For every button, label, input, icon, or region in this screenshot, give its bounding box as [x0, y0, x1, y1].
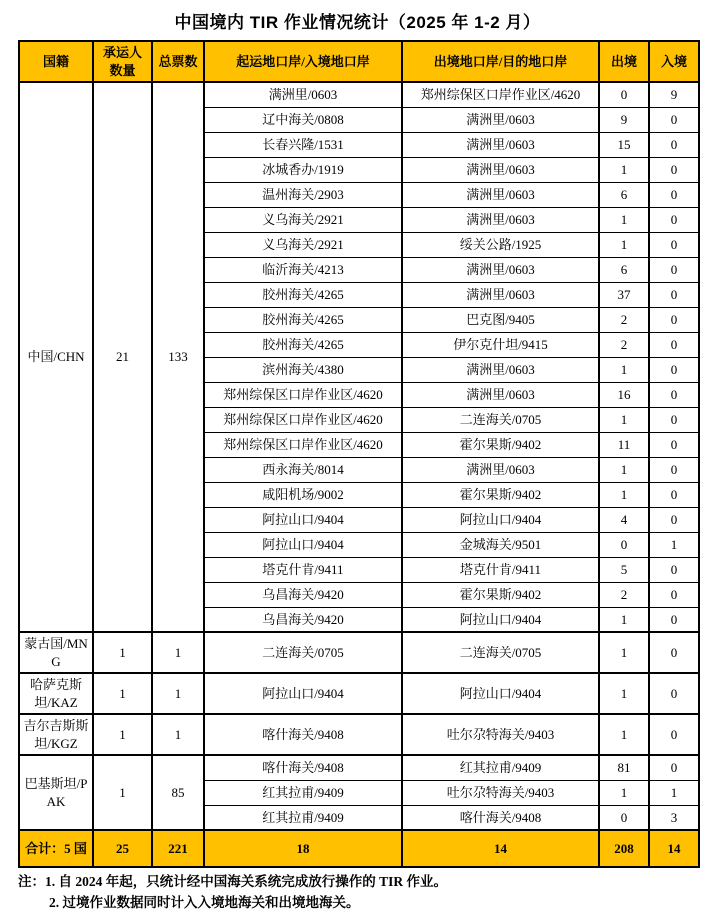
- dest-port-cell: 满洲里/0603: [402, 157, 599, 182]
- tickets-count-cell: 133: [152, 82, 204, 632]
- table-row: [19, 632, 699, 673]
- dest-port-cell: 满洲里/0603: [402, 382, 599, 407]
- entry-count-cell: 0: [649, 132, 699, 157]
- entry-count-cell: 0: [649, 714, 699, 755]
- dest-port-cell: 郑州综保区口岸作业区/4620: [402, 82, 599, 107]
- origin-port-cell: 郑州综保区口岸作业区/4620: [204, 382, 402, 407]
- dest-port-cell: 巴克图/9405: [402, 307, 599, 332]
- tickets-count-cell: 1: [152, 673, 204, 714]
- dest-port-cell: 金城海关/9501: [402, 532, 599, 557]
- dest-port-cell: 霍尔果斯/9402: [402, 482, 599, 507]
- total-origin-ports-cell: 18: [204, 830, 402, 867]
- dest-port-cell: 霍尔果斯/9402: [402, 432, 599, 457]
- tir-statistics-table: [18, 40, 700, 868]
- exit-count-cell: 1: [599, 780, 649, 805]
- exit-count-cell: 2: [599, 332, 649, 357]
- entry-count-cell: 0: [649, 482, 699, 507]
- carriers-count-cell: 21: [93, 82, 152, 632]
- entry-count-cell: 0: [649, 382, 699, 407]
- dest-port-cell: 阿拉山口/9404: [402, 673, 599, 714]
- exit-count-cell: 6: [599, 257, 649, 282]
- total-label-cell: 合计：5 国: [19, 830, 93, 867]
- entry-count-cell: 0: [649, 582, 699, 607]
- entry-count-cell: 3: [649, 805, 699, 830]
- origin-port-cell: 胶州海关/4265: [204, 307, 402, 332]
- country-cell: 蒙古国/MNG: [19, 632, 93, 673]
- header-nationality: 国籍: [19, 41, 93, 82]
- exit-count-cell: 1: [599, 157, 649, 182]
- entry-count-cell: 0: [649, 107, 699, 132]
- country-cell: 吉尔吉斯斯坦/KGZ: [19, 714, 93, 755]
- exit-count-cell: 1: [599, 632, 649, 673]
- entry-count-cell: 0: [649, 207, 699, 232]
- page-title: 中国境内 TIR 作业情况统计（2025 年 1-2 月）: [174, 13, 541, 32]
- origin-port-cell: 喀什海关/9408: [204, 714, 402, 755]
- dest-port-cell: 红其拉甫/9409: [402, 755, 599, 780]
- dest-port-cell: 吐尔尕特海关/9403: [402, 780, 599, 805]
- carriers-count-cell: 1: [93, 755, 152, 830]
- footnote-1: 注：1. 自 2024 年起，只统计经中国海关系统完成放行操作的 TIR 作业。: [18, 874, 448, 890]
- origin-port-cell: 乌昌海关/9420: [204, 607, 402, 632]
- footnote-2: 2. 过境作业数据同时计入入境地海关和出境地海关。: [49, 894, 360, 910]
- entry-count-cell: 0: [649, 632, 699, 673]
- exit-count-cell: 1: [599, 357, 649, 382]
- entry-count-cell: 0: [649, 755, 699, 780]
- origin-port-cell: 胶州海关/4265: [204, 282, 402, 307]
- entry-count-cell: 0: [649, 182, 699, 207]
- country-cell: 哈萨克斯坦/KAZ: [19, 673, 93, 714]
- exit-count-cell: 2: [599, 582, 649, 607]
- total-dest-ports-cell: 14: [402, 830, 599, 867]
- exit-count-cell: 5: [599, 557, 649, 582]
- exit-count-cell: 37: [599, 282, 649, 307]
- origin-port-cell: 阿拉山口/9404: [204, 507, 402, 532]
- dest-port-cell: 满洲里/0603: [402, 207, 599, 232]
- exit-count-cell: 4: [599, 507, 649, 532]
- origin-port-cell: 塔克什肯/9411: [204, 557, 402, 582]
- header-exit: 出境: [599, 41, 649, 82]
- origin-port-cell: 郑州综保区口岸作业区/4620: [204, 432, 402, 457]
- origin-port-cell: 咸阳机场/9002: [204, 482, 402, 507]
- footnotes: [18, 872, 715, 913]
- exit-count-cell: 16: [599, 382, 649, 407]
- table-body: [19, 82, 699, 830]
- exit-count-cell: 1: [599, 607, 649, 632]
- country-cell: 中国/CHN: [19, 82, 93, 632]
- dest-port-cell: 满洲里/0603: [402, 257, 599, 282]
- exit-count-cell: 1: [599, 714, 649, 755]
- origin-port-cell: 胶州海关/4265: [204, 332, 402, 357]
- entry-count-cell: 0: [649, 307, 699, 332]
- origin-port-cell: 乌昌海关/9420: [204, 582, 402, 607]
- total-row: [19, 830, 699, 867]
- origin-port-cell: 喀什海关/9408: [204, 755, 402, 780]
- dest-port-cell: 满洲里/0603: [402, 107, 599, 132]
- entry-count-cell: 0: [649, 357, 699, 382]
- exit-count-cell: 0: [599, 82, 649, 107]
- entry-count-cell: 9: [649, 82, 699, 107]
- dest-port-cell: 满洲里/0603: [402, 457, 599, 482]
- entry-count-cell: 1: [649, 780, 699, 805]
- dest-port-cell: 塔克什肯/9411: [402, 557, 599, 582]
- total-carriers-cell: 25: [93, 830, 152, 867]
- entry-count-cell: 0: [649, 607, 699, 632]
- origin-port-cell: 义乌海关/2921: [204, 232, 402, 257]
- origin-port-cell: 二连海关/0705: [204, 632, 402, 673]
- header-origin-port: 起运地口岸/入境地口岸: [204, 41, 402, 82]
- dest-port-cell: 喀什海关/9408: [402, 805, 599, 830]
- header-total-tickets: 总票数: [152, 41, 204, 82]
- origin-port-cell: 西永海关/8014: [204, 457, 402, 482]
- dest-port-cell: 满洲里/0603: [402, 132, 599, 157]
- table-header: [19, 41, 699, 82]
- exit-count-cell: 1: [599, 407, 649, 432]
- carriers-count-cell: 1: [93, 632, 152, 673]
- table-row: [19, 755, 699, 780]
- dest-port-cell: 伊尔克什坦/9415: [402, 332, 599, 357]
- exit-count-cell: 11: [599, 432, 649, 457]
- total-exit-cell: 208: [599, 830, 649, 867]
- origin-port-cell: 红其拉甫/9409: [204, 780, 402, 805]
- entry-count-cell: 0: [649, 432, 699, 457]
- dest-port-cell: 满洲里/0603: [402, 182, 599, 207]
- origin-port-cell: 冰城香办/1919: [204, 157, 402, 182]
- exit-count-cell: 1: [599, 207, 649, 232]
- entry-count-cell: 0: [649, 507, 699, 532]
- country-cell: 巴基斯坦/PAK: [19, 755, 93, 830]
- tickets-count-cell: 1: [152, 632, 204, 673]
- exit-count-cell: 9: [599, 107, 649, 132]
- total-tickets-cell: 221: [152, 830, 204, 867]
- dest-port-cell: 满洲里/0603: [402, 282, 599, 307]
- origin-port-cell: 温州海关/2903: [204, 182, 402, 207]
- header-dest-port: 出境地口岸/目的地口岸: [402, 41, 599, 82]
- entry-count-cell: 0: [649, 157, 699, 182]
- dest-port-cell: 满洲里/0603: [402, 357, 599, 382]
- carriers-count-cell: 1: [93, 714, 152, 755]
- entry-count-cell: 0: [649, 557, 699, 582]
- tickets-count-cell: 1: [152, 714, 204, 755]
- exit-count-cell: 0: [599, 532, 649, 557]
- exit-count-cell: 2: [599, 307, 649, 332]
- dest-port-cell: 绥关公路/1925: [402, 232, 599, 257]
- dest-port-cell: 二连海关/0705: [402, 407, 599, 432]
- origin-port-cell: 满洲里/0603: [204, 82, 402, 107]
- origin-port-cell: 阿拉山口/9404: [204, 532, 402, 557]
- dest-port-cell: 阿拉山口/9404: [402, 507, 599, 532]
- entry-count-cell: 0: [649, 232, 699, 257]
- exit-count-cell: 1: [599, 482, 649, 507]
- origin-port-cell: 郑州综保区口岸作业区/4620: [204, 407, 402, 432]
- entry-count-cell: 0: [649, 407, 699, 432]
- table-row: [19, 714, 699, 755]
- entry-count-cell: 0: [649, 257, 699, 282]
- exit-count-cell: 6: [599, 182, 649, 207]
- origin-port-cell: 阿拉山口/9404: [204, 673, 402, 714]
- entry-count-cell: 0: [649, 673, 699, 714]
- exit-count-cell: 15: [599, 132, 649, 157]
- origin-port-cell: 临沂海关/4213: [204, 257, 402, 282]
- entry-count-cell: 0: [649, 332, 699, 357]
- exit-count-cell: 1: [599, 457, 649, 482]
- carriers-count-cell: 1: [93, 673, 152, 714]
- dest-port-cell: 吐尔尕特海关/9403: [402, 714, 599, 755]
- origin-port-cell: 义乌海关/2921: [204, 207, 402, 232]
- table-row: [19, 82, 699, 107]
- origin-port-cell: 滨州海关/4380: [204, 357, 402, 382]
- dest-port-cell: 霍尔果斯/9402: [402, 582, 599, 607]
- origin-port-cell: 辽中海关/0808: [204, 107, 402, 132]
- exit-count-cell: 1: [599, 673, 649, 714]
- exit-count-cell: 1: [599, 232, 649, 257]
- tickets-count-cell: 85: [152, 755, 204, 830]
- table-row: [19, 673, 699, 714]
- origin-port-cell: 长春兴隆/1531: [204, 132, 402, 157]
- origin-port-cell: 红其拉甫/9409: [204, 805, 402, 830]
- exit-count-cell: 81: [599, 755, 649, 780]
- entry-count-cell: 0: [649, 457, 699, 482]
- exit-count-cell: 0: [599, 805, 649, 830]
- table-footer: [19, 830, 699, 867]
- dest-port-cell: 二连海关/0705: [402, 632, 599, 673]
- header-carrier-count: 承运人数量: [93, 41, 152, 82]
- header-entry: 入境: [649, 41, 699, 82]
- entry-count-cell: 0: [649, 282, 699, 307]
- total-entry-cell: 14: [649, 830, 699, 867]
- entry-count-cell: 1: [649, 532, 699, 557]
- dest-port-cell: 阿拉山口/9404: [402, 607, 599, 632]
